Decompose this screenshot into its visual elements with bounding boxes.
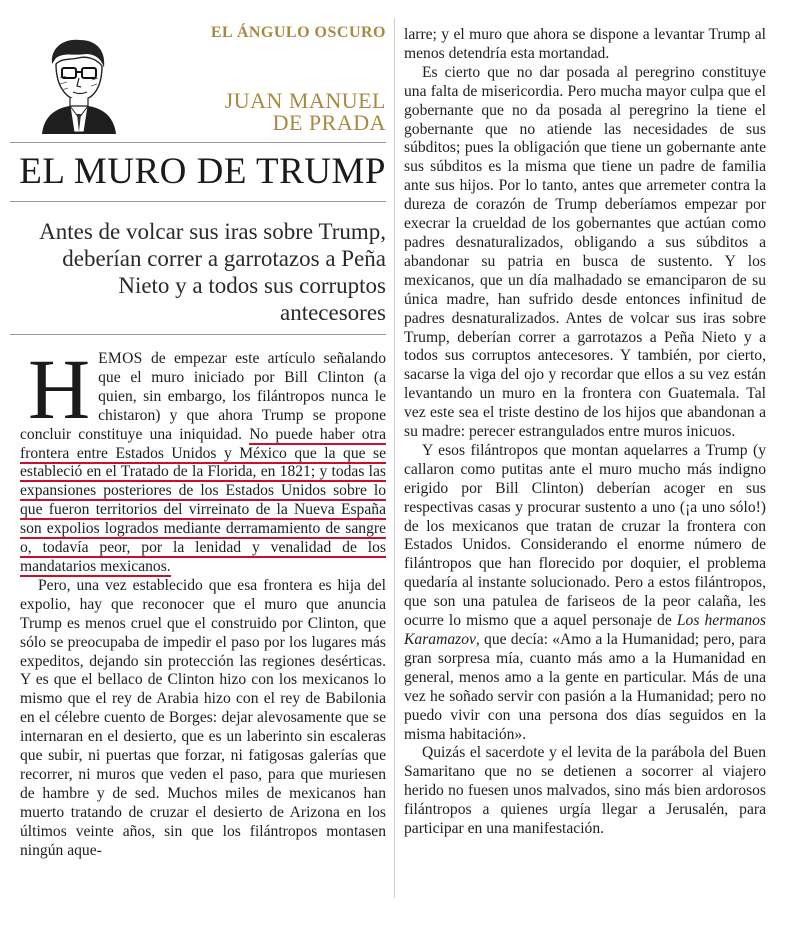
column-divider: [394, 18, 395, 898]
author-name: [200, 90, 386, 134]
deck-subtitle: Antes de volcar sus iras sobre Trump, deberían correr a garrotazos a Peña Nieto y a todos sus corruptos antecesores: [39, 219, 386, 325]
section-title: EL ÁNGULO OSCURO: [210, 24, 386, 41]
paragraph-1-text: de empezar este artículo señalando que el muro iniciado por Bill Clinton (a quien, sin embargo, los filántropos nunca le chistaron) y que ahora Trump se propone concluir constituye una iniquidad.: [20, 350, 386, 443]
paragraph-4-text-a: Y esos filántropos que montan aquelarres a Trump (y callaron como putitas ante el muro mucho más indigno erigido por Bill Clinton) deberían acoger en sus respectivas casas y procurar sustento a uno (¡a uno sólo!) de los mexicanos que tratan de cruzar la frontera con Estados Unidos. Considerando el enorme número de filántropos que han florecido por doquier, el problema quedaría al instante solucionado. Pero a estos filántropos, que son una patulea de fariseos de la peor calaña, les ocurre lo mismo que a aquel personaje de: [404, 441, 766, 630]
paragraph-4: [404, 442, 766, 745]
underlined-passage: No puede haber otra frontera entre Estados Unidos y México que la que se estableció en el Tratado de la Florida, en 1821; y todas las expansiones posteriores de los Estados Unidos sobre lo que fueron territorios del virreinato de la Nueva España son expolios logrados mediante derramamiento de sangre o, todavía peor, por la lenidad y venalidad de los mandatarios mexicanos.: [20, 425, 386, 575]
headline-divider: [10, 201, 386, 202]
header-divider: [10, 142, 386, 143]
headline: EL MURO DE TRUMP: [19, 151, 386, 192]
paragraph-4-text-b: , que decía: «Amo a la Humanidad; pero, para gran sorpresa mía, cuanto más amo a la Humanidad en general, menos amo a la gente en particular. Más de una vez he soñado servir con pasión a la Humanidad; pero no puedo vivir con una persona dos días seguidos en la misma habitación».: [404, 631, 766, 743]
paragraph-1: [20, 341, 386, 577]
article-column-2: [404, 26, 766, 839]
paragraph-3: Es cierto que no dar posada al peregrino constituye una falta de misericordia. Pero mucha mayor culpa que el gobernante que no da posada al peregrino la tiene el gobernante que no atiende las necesidades de sus súbditos; pues la obligación que tiene un gobernante ante sus súbditos es la misma que tiene un padre de familia ante sus hijos. Por lo tanto, antes que arremeter contra la dureza de corazón de Trump deberíamos empezar por execrar la crueldad de los gobernantes que actúan como padres desnaturalizados, obligando a sus súbditos a abandonar su patria en busca de sustento. Y los mexicanos, que un día malhadado se emanciparon de su única madre, han sufrido desde entonces infinitud de padres desnaturalizados. Antes de volcar sus iras sobre Trump, deberían correr a garrotazos a Peña Nieto y a todos sus corruptos antecesores. Y también, por cierto, sacarse la viga del ojo y recordar que ellos a su vez están levantando un muro en la frontera con Guatemala. Tal vez este sea el triste destino de los hijos que abandonan a su madre: perecer estrangulados entre muros inicuos.: [404, 63, 766, 441]
deck-divider: [10, 334, 386, 335]
paragraph-5: Quizás el sacerdote y el levita de la parábola del Buen Samaritano que no se detienen a socorrer al viajero herido no fuesen unos malvados, sino más bien ardorosos filántropos a quienes urgía llegar a Jerusalén, para participar en una manifestación.: [404, 744, 766, 838]
author-line-1: JUAN MANUEL: [224, 88, 386, 113]
paragraph-2: Pero, una vez establecido que esa frontera es hija del expolio, hay que reconocer que el muro que anuncia Trump es menos cruel que el construido por Clinton, que sólo se preocupaba de impedir el paso por los lugares más expeditos, dejando sin protección las regiones desérticas. Y es que el bellaco de Clinton hizo con los mexicanos lo mismo que el rey de Arabia hizo con el rey de Babilonia en el célebre cuento de Borges: dejar alevosamente que se internaran en el desierto, que es un laberinto sin escaleras que subir, ni puertas que forzar, ni fatigosas galerías que recorrer, ni muros que veden el paso, para que muriesen de hambre y de sed. Muchos miles de mexicanos han muerto tratando de cruzar el desierto de Arizona en los últimos veinte años, sin que los filántropos montasen ningún aque-: [20, 576, 386, 859]
lead-caps: EMOS: [98, 350, 143, 367]
author-line-2: DE PRADA: [272, 110, 386, 135]
drop-cap: H: [28, 341, 91, 437]
paragraph-continued: larre; y el muro que ahora se dispone a levantar Trump al menos detendría esta mortandad.: [404, 26, 766, 62]
author-portrait-icon: [30, 34, 122, 134]
book-title: Los hermanos Karamazov: [404, 612, 766, 648]
article-column-1: [20, 341, 386, 860]
